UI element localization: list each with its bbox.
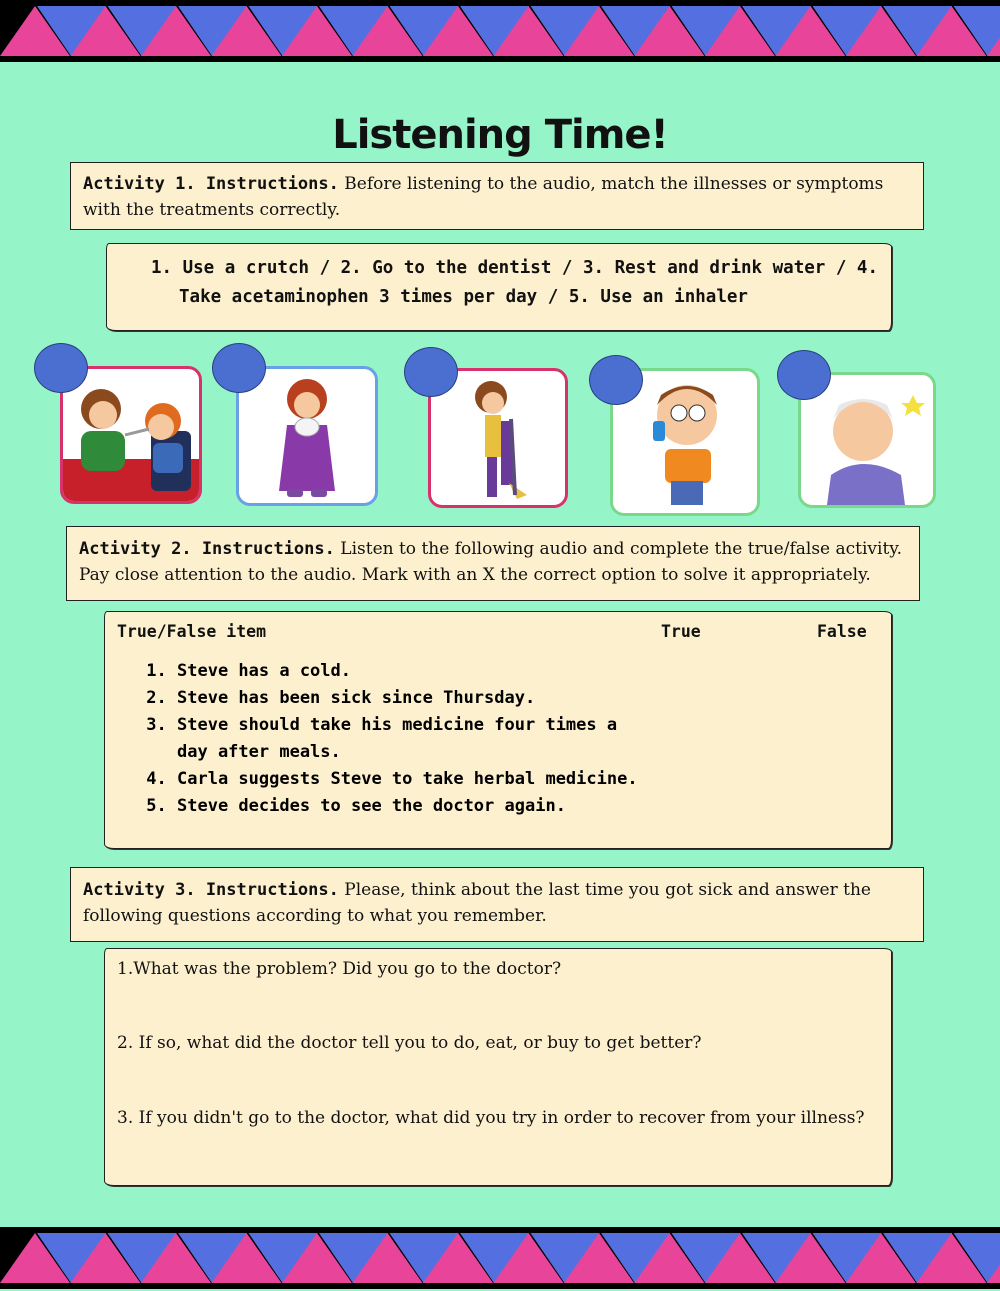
bottom-decorative-border	[0, 1227, 1000, 1289]
tf-header-item: True/False item	[117, 622, 267, 641]
page-title: Listening Time!	[332, 112, 668, 158]
picture-dentist	[60, 366, 202, 504]
question-1: 1.What was the problem? Did you go to the doctor?	[117, 959, 562, 979]
top-decorative-border	[0, 0, 1000, 62]
woman-blowing-nose-illustration	[239, 369, 375, 503]
picture-blowing-nose	[236, 366, 378, 506]
dentist-patient-illustration	[63, 369, 199, 501]
treatments-line-2: Take acetaminophen 3 times per day / 5. Use an inhaler	[179, 287, 748, 307]
treatments-box	[106, 243, 892, 331]
answer-circle-4[interactable]	[589, 355, 643, 405]
tf-header-false: False	[817, 622, 867, 641]
tf-item-3: 3. Steve should take his medicine four times a day after meals.	[177, 712, 647, 766]
question-3: 3. If you didn't go to the doctor, what did you try in order to recover from your illness?	[117, 1108, 865, 1128]
activity1-text: Before listening to the audio, match the illnesses or symptoms with the treatments correctly.	[83, 174, 884, 220]
treatments-line-1: 1. Use a crutch / 2. Go to the dentist / 3. Rest and drink water / 4.	[151, 258, 878, 278]
activity3-text: Please, think about the last time you got sick and answer the following questions according to what you remember.	[83, 880, 871, 926]
triangle-pattern-bottom	[0, 1227, 1000, 1289]
activity2-text: Listen to the following audio and complete the true/false activity. Pay close attention to the audio. Mark with an X the correct option to solve it appropriately.	[79, 539, 903, 585]
activity1-box	[70, 162, 924, 230]
question-2: 2. If so, what did the doctor tell you to do, eat, or buy to get better?	[117, 1033, 702, 1053]
answer-circle-5[interactable]	[777, 350, 831, 400]
activity2-heading: Activity 2. Instructions.	[79, 539, 335, 559]
questions-box	[104, 948, 892, 1186]
tf-item-5: 5. Steve decides to see the doctor again.	[177, 793, 647, 820]
activity3-heading: Activity 3. Instructions.	[83, 880, 339, 900]
tf-header-true: True	[661, 622, 701, 641]
answer-circle-3[interactable]	[404, 347, 458, 397]
tf-item-4: 4. Carla suggests Steve to take herbal medicine.	[177, 766, 647, 793]
answer-circle-2[interactable]	[212, 343, 266, 393]
tf-item-1: 1. Steve has a cold.	[177, 658, 647, 685]
activity1-heading: Activity 1. Instructions.	[83, 174, 339, 194]
activity2-box	[66, 526, 920, 601]
answer-circle-1[interactable]	[34, 343, 88, 393]
activity3-box	[70, 867, 924, 942]
tf-item-2: 2. Steve has been sick since Thursday.	[177, 685, 647, 712]
tf-items-list	[147, 658, 647, 820]
true-false-table	[104, 611, 892, 849]
triangle-pattern-top	[0, 0, 1000, 62]
woman-with-crutch-illustration	[431, 371, 565, 505]
